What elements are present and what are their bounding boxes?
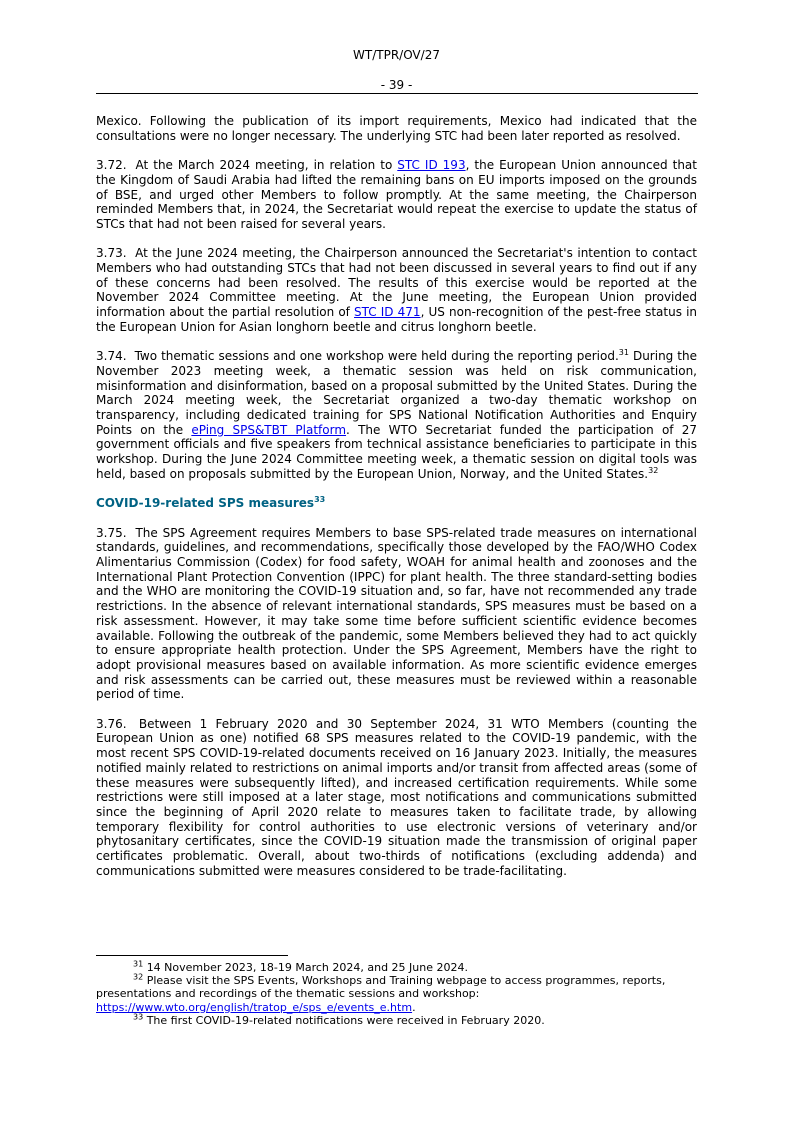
footnote-32: $^{32}$ Please visit the SPS Events, Workshops and Training webpage to access programmes, reports, presentations and recordings of the thematic sessions and workshop: https://www.wto.org/english/tratop_e/sps_e/events_e.htm. [96,972,666,1014]
eping-platform-link[interactable]: ePing SPS&TBT Platform [191,422,347,437]
paragraph-number: 3.73. [96,246,127,261]
header-rule [96,93,698,94]
footnote-number: 32 [133,972,144,982]
paragraph-3-75: 3.75. The SPS Agreement requires Members to base SPS-related trade measures on international standards, guidelines, and recommendations, specifically those developed by the FAO/WHO Codex Alimentarius Commission (Codex) for food safety, WOAH for animal health and zoonoses and the International Plant Protection Convention (IPPC) for plant health. The three standard-setting bodies and the WHO are monitoring the COVID-19 situation and, so far, have not recommended any trade restrictions. In the absence of relevant international standards, SPS measures must be based on a risk assessment. However, it may take some time before sufficient scientific evidence becomes available. Following the outbreak of the pandemic, some Members believed they had to act quickly to ensure appropriate health protection. Under the SPS Agreement, Members have the right to adopt provisional measures based on available information. As more scientific evidence emerges and risk assessments can be carried out, these measures must be reviewed within a reasonable period of time. [96,525,697,702]
paragraph-number: 3.75. [96,525,127,540]
paragraph-number: 3.74. [96,349,127,364]
footnotes [96,961,697,1027]
footnote-number: 33 [133,1012,144,1022]
paragraph-3-72: 3.72. At the March 2024 meeting, in relation to STC ID 193, the European Union announced that the Kingdom of Saudi Arabia had lifted the remaining bans on EU imports imposed on the grounds of BSE, and urged other Members to follow promptly. At the same meeting, the Chairperson reminded Members that, in 2024, the Secretariat would repeat the exercise to update the status of STCs that had not been raised for several years. [96,158,697,231]
footnote-separator [96,955,288,956]
page-number: - 39 - [380,78,413,92]
section-heading: COVID-19-related SPS measures$^{33}$ [96,495,326,511]
stc-471-link[interactable]: STC ID 471 [354,305,421,320]
stc-193-link[interactable]: STC ID 193 [397,158,466,173]
footnote-ref-32[interactable]: 32 [648,465,659,475]
footnote-ref-33[interactable]: 33 [314,495,326,505]
document-symbol: WT/TPR/OV/27 [353,48,440,62]
paragraph-3-73: 3.73. At the June 2024 meeting, the Chairperson announced the Secretariat's intention to contact Members who had outstanding STCs that had not been discussed in several years to find out if any of these concerns had been resolved. The results of this exercise would be reported at the November 2024 Committee meeting. At the June meeting, the European Union provided information about the partial resolution of STC ID 471, US non-recognition of the pest-free status in the European Union for Asian longhorn beetle and citrus longhorn beetle. [96,246,698,334]
paragraph-number: 3.76. [96,716,127,731]
sps-events-link[interactable]: https://www.wto.org/english/tratop_e/sps_e/events_e.htm [96,1000,413,1014]
paragraph-continued: Mexico. Following the publication of its import requirements, Mexico had indicated that the consultations were no longer necessary. The underlying STC had been later reported as resolved. [96,114,697,143]
paragraph-number: 3.72. [96,158,127,173]
footnote-number: 31 [133,959,144,969]
footnote-ref-31[interactable]: 31 [618,348,629,358]
footnote-31: $^{31}$ 14 November 2023, 18-19 March 2024, and 25 June 2024. [133,959,468,974]
footnote-33: $^{33}$ The first COVID-19-related notifications were received in February 2020. [133,1012,545,1027]
body-text [96,114,697,893]
paragraph-3-76: 3.76. Between 1 February 2020 and 30 September 2024, 31 WTO Members (counting the European Union as one) notified 68 SPS measures related to the COVID-19 pandemic, with the most recent SPS COVID-19-related documents received on 16 January 2023. Initially, the measures notified mainly related to restrictions on animal imports and/or transit from affected areas (some of these measures were subsequently lifted), and increased certification requirements. While some restrictions were still imposed at a later stage, most notifications and communications submitted since the beginning of April 2020 relate to measures taken to facilitate trade, by allowing temporary flexibility for control authorities to use electronic versions of veterinary and/or phytosanitary certificates, since the COVID-19 situation made the transmission of original paper certificates problematic. Overall, about two-thirds of notifications (excluding addenda) and communications submitted were measures considered to be trade-facilitating. [96,716,697,878]
paragraph-3-74: 3.74. Two thematic sessions and one workshop were held during the reporting period.$^{31}$ During the November 2023 meeting week, a thematic session was held on risk communication, misinformation and disinformation, based on a proposal submitted by the United States. During the March 2024 meeting week, the Secretariat organized a two-day thematic workshop on transparency, including dedicated training for SPS National Notification Authorities and Enquiry Points on the ePing SPS&TBT Platform. The WTO Secretariat funded the participation of 27 government officials and five speakers from technical assistance beneficiaries to participate in this workshop. During the June 2024 Committee meeting week, a thematic session on digital tools was held, based on proposals submitted by the European Union, Norway, and the United States.$^{32}$ [96,348,697,481]
